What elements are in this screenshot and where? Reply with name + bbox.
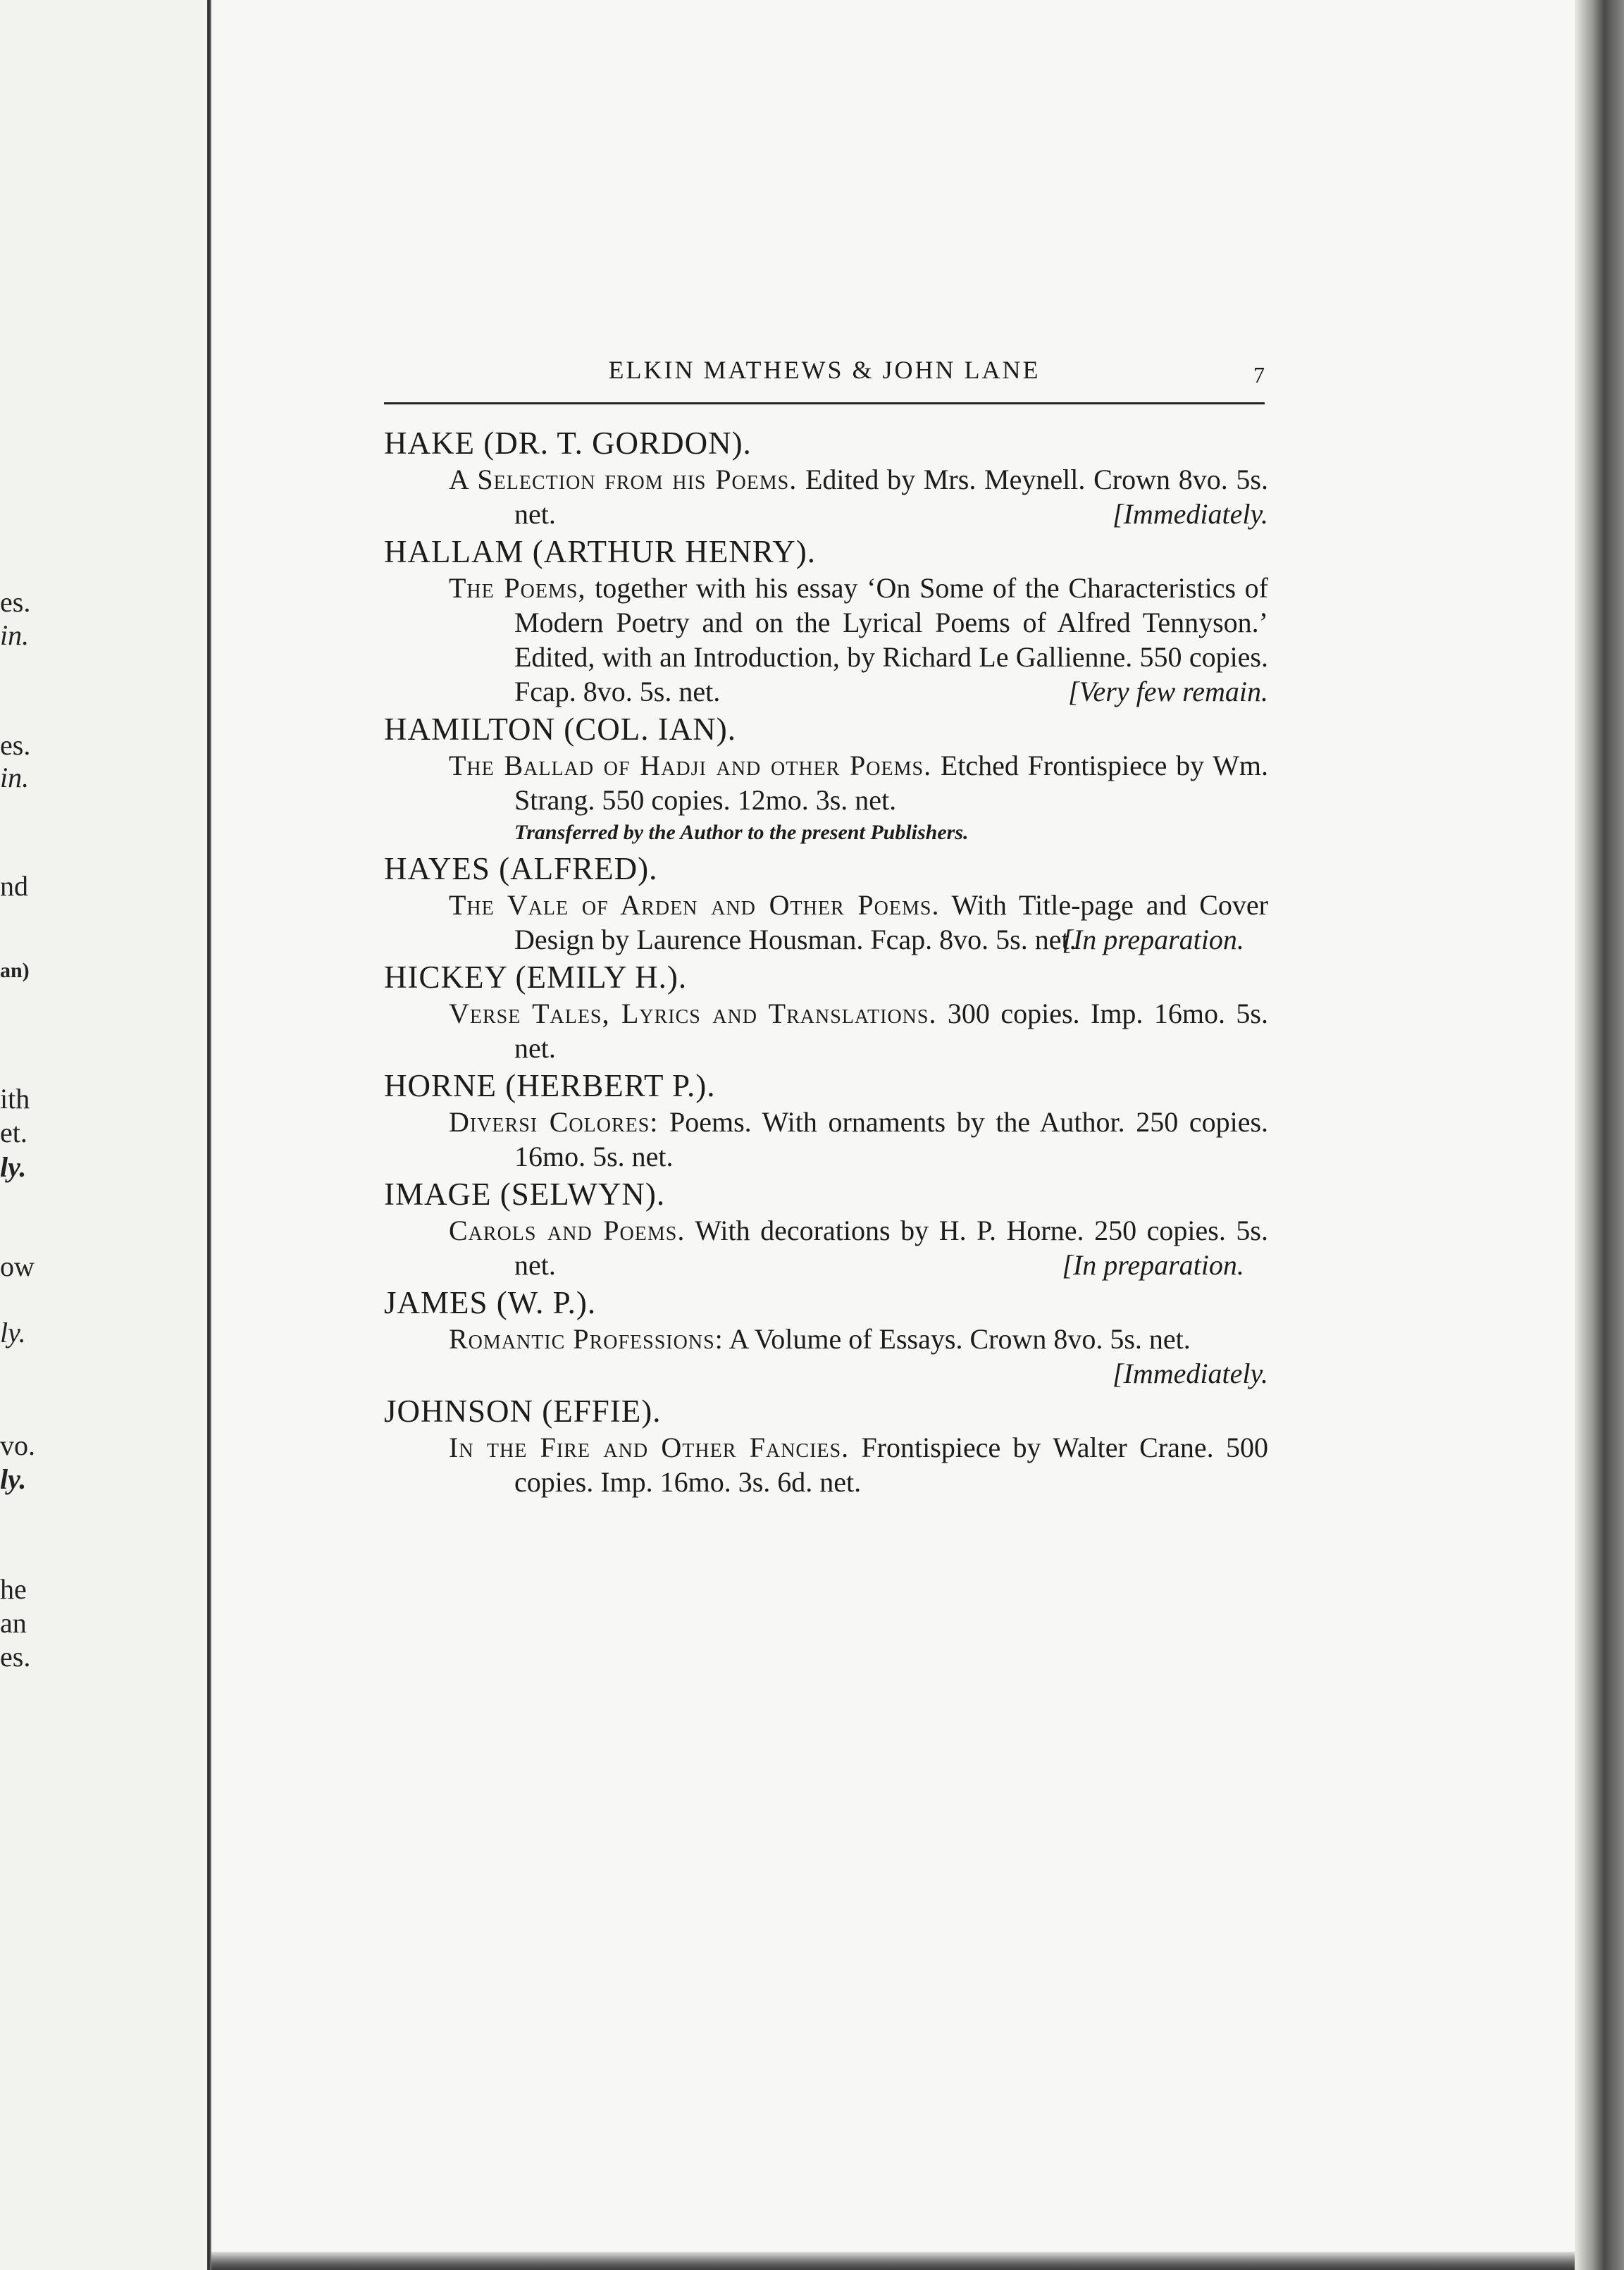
- facing-fragment: an): [0, 959, 30, 982]
- facing-fragment: es.: [0, 729, 31, 761]
- facing-fragment: et.: [0, 1117, 27, 1148]
- facing-fragment: es.: [0, 1641, 31, 1673]
- running-head: [384, 352, 1265, 395]
- facing-fragment: ly.: [0, 1151, 27, 1183]
- facing-fragment: vo.: [0, 1429, 35, 1461]
- entry-details: 300 copies. Imp. 16mo. 5s. net.: [514, 998, 1269, 1064]
- facing-fragment: es.: [0, 586, 31, 618]
- entry-title: The Poems,: [449, 572, 586, 604]
- entry-title: The Vale of Arden and Other Poems.: [449, 889, 940, 921]
- entry-details: Poems. With ornaments by the Author. 250 copies. 16mo. 5s. net.: [514, 1106, 1269, 1172]
- page-edge-bottom: [211, 2252, 1575, 2270]
- entry-description: [449, 1322, 1268, 1391]
- page-edge-right: [1575, 0, 1624, 2270]
- facing-fragment: an: [0, 1607, 27, 1639]
- entry-title: In the Fire and Other Fancies.: [449, 1432, 850, 1463]
- entry-status: [Very few remain.: [1067, 676, 1268, 707]
- entry-title: Verse Tales, Lyrics and Translations.: [449, 998, 937, 1029]
- catalogue-entry: [384, 1065, 1268, 1174]
- entry-author: IMAGE (SELWYN).: [384, 1177, 666, 1212]
- entry-author: HAKE (DR. T. GORDON).: [384, 426, 752, 461]
- facing-fragment: he: [0, 1573, 27, 1605]
- entry-author: HAMILTON (COL. IAN).: [384, 712, 736, 747]
- entry-author: HAYES (ALFRED).: [384, 851, 658, 886]
- entry-description: [449, 1105, 1268, 1174]
- entry-title: A Selection from his Poems.: [449, 464, 798, 495]
- catalogue-list: [384, 423, 1268, 1499]
- catalogue-entry: [384, 709, 1268, 848]
- entry-status: [Immediately.: [1112, 1358, 1268, 1389]
- entry-description: [449, 888, 1268, 957]
- entry-title: Carols and Poems.: [449, 1215, 686, 1246]
- head-rule: [384, 402, 1265, 404]
- entry-details: Frontispiece by Walter Crane. 500 copies. Imp. 16mo. 3s. 6d. net.: [514, 1432, 1269, 1498]
- entry-status: [In preparation.: [1062, 924, 1244, 955]
- facing-fragment: ly.: [0, 1463, 27, 1495]
- entry-note: Transferred by the Author to the present Publishers.: [514, 821, 969, 844]
- entry-author: JAMES (W. P.).: [384, 1285, 597, 1320]
- entry-description: [449, 748, 1268, 817]
- entry-details: Etched Frontispiece by Wm. Strang. 550 copies. 12mo. 3s. net.: [514, 750, 1269, 816]
- entry-author: HORNE (HERBERT P.).: [384, 1068, 716, 1103]
- entry-description: [449, 1213, 1268, 1282]
- entry-title: The Ballad of Hadji and other Poems.: [449, 750, 932, 781]
- entry-description: [449, 996, 1268, 1065]
- page-number: 7: [1253, 362, 1265, 387]
- facing-fragment: ly.: [0, 1317, 26, 1348]
- book-gutter: [207, 0, 211, 2270]
- entry-description: [449, 1430, 1268, 1499]
- entry-status: [In preparation.: [1062, 1249, 1244, 1281]
- entry-details: A Volume of Essays. Crown 8vo. 5s. net.: [729, 1323, 1191, 1355]
- entry-status: [Immediately.: [1112, 498, 1268, 530]
- entry-author: JOHNSON (EFFIE).: [384, 1394, 662, 1429]
- entry-author: HICKEY (EMILY H.).: [384, 960, 688, 995]
- facing-fragment: in.: [0, 762, 30, 793]
- entry-details: together with his essay ‘On Some of the Characteristics of Modern Poetry and on the Lyrical Poems of Alfred Tennyson.’ Edited, with an Introduction, by Richard Le Gallienne. 550 copies. Fcap. 8vo. 5s. net.: [514, 572, 1268, 707]
- entry-author: HALLAM (ARTHUR HENRY).: [384, 534, 817, 569]
- catalogue-entry: [384, 848, 1268, 957]
- facing-fragment: ow: [0, 1251, 35, 1282]
- entry-details: With decorations by H. P. Horne. 250 copies. 5s. net.: [514, 1215, 1268, 1281]
- catalogue-entry: [384, 957, 1268, 1065]
- facing-fragment: nd: [0, 870, 28, 902]
- entry-details: Edited by Mrs. Meynell. Crown 8vo. 5s. net.: [514, 464, 1269, 530]
- running-head-title: ELKIN MATHEWS & JOHN LANE: [608, 356, 1041, 384]
- facing-fragment: in.: [0, 619, 30, 651]
- entry-title: Romantic Professions:: [449, 1323, 724, 1355]
- catalogue-entry: [384, 531, 1268, 709]
- catalogue-entry: [384, 1391, 1268, 1499]
- entry-description: [449, 462, 1268, 531]
- entry-description: [449, 571, 1268, 709]
- facing-fragment: ith: [0, 1083, 30, 1115]
- catalogue-entry: [384, 1174, 1268, 1282]
- catalogue-entry: [384, 423, 1268, 531]
- catalogue-entry: [384, 1282, 1268, 1391]
- entry-title: Diversi Colores:: [449, 1106, 659, 1138]
- entry-details: With Title-page and Cover Design by Laurence Housman. Fcap. 8vo. 5s. net.: [514, 889, 1269, 955]
